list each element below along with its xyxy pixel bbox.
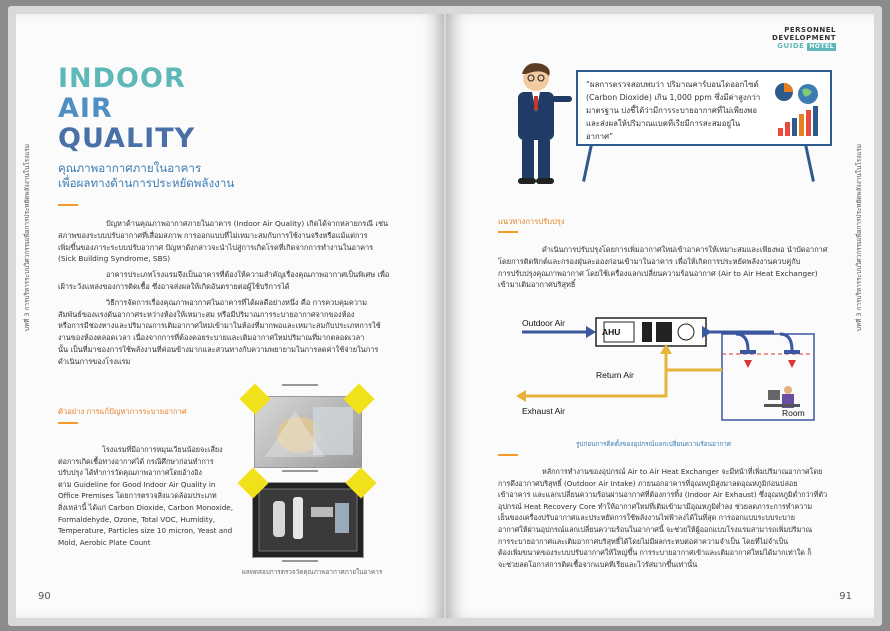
orange-divider xyxy=(58,422,78,424)
findings-note-board xyxy=(576,70,832,146)
quote-line: มาตรฐาน บ่งชี้ได้ว่ามีการระบายอากาศที่ไม่เพียงพอ xyxy=(586,106,758,115)
logo-line-2: DEVELOPMENT xyxy=(772,34,836,42)
para-2-line: เฝ้าระวังแหล่งของการติดเชื้อ ซึ่งอาจส่งผลให้เกิดอันตรายต่อผู้ใช้บริการได้ xyxy=(58,281,290,291)
para-3-line: ดำเนินการของโรงแรม xyxy=(58,356,131,366)
personnel-guide-logo xyxy=(772,26,836,51)
board-leg xyxy=(804,144,815,182)
photo-tape xyxy=(282,470,318,472)
sampling-kit-photo-icon xyxy=(253,483,363,557)
photo-tape xyxy=(282,560,318,562)
para-2-line: การดึงอากาศบริสุทธิ์ (Outdoor Air Intake) ภายนอกอาคารที่อุณหภูมิสูงมาลดอุณหภูมิก่อนปล่อย xyxy=(498,478,798,488)
para-2-line: หลักการทำงานของอุปกรณ์ Air to Air Heat Exchanger จะมีหน้าที่เพิ่มปริมาณอากาศโดย xyxy=(542,467,823,476)
left-page xyxy=(16,14,444,618)
para-1-line: ดำเนินการปรับปรุงโดยการเพิ่มอากาศใหม่เข้าอาคารให้เหมาะสมและเพียงพอ นำบัดอากาศ xyxy=(542,245,828,254)
para-2-line: เย็นของเครื่องปรับอากาศและประหยัดการใช้พลังงานไฟฟ้าลงได้ในที่สุด การออกแบบระบบระบาย xyxy=(498,513,795,523)
para-4-line: ต่อการเกิดเชื้อทางอากาศได้ กรณีศึกษาก่อนทำการ xyxy=(58,456,214,466)
label-exhaust-air: Exhaust Air xyxy=(522,406,565,416)
right-page xyxy=(446,14,874,618)
para-2-line: ต้องเพิ่มขนาดของระบบปรับอากาศให้ใหญ่ขึ้น การระบายอากาศเข้าและเติมอากาศใหม่ได้มากเท่าใด ก็ xyxy=(498,548,812,558)
para-4-line: Mold, Aerobic Plate Count xyxy=(58,537,151,547)
subtitle-line-2: เพื่อผลทางด้านการประหยัดพลังงาน xyxy=(58,176,235,190)
para-2-line: การระบายอากาศและเติมอากาศบริสุทธิ์ได้โดยไม่มีผลกระทบต่อค่าความจำเป็น โดยที่ไม่จำเป็น xyxy=(498,536,789,546)
air-sample-photo-2 xyxy=(252,482,364,558)
para-4-line: ปรับปรุง ได้ทำการวัดคุณภาพอากาศโดยอ้างอิง xyxy=(58,468,202,478)
left-body-paragraphs xyxy=(58,218,430,368)
para-2-line: อาคารประเภทโรงแรมจึงเป็นอาคารที่ต้องให้ความสำคัญเรื่องคุณภาพอากาศเป็นพิเศษ เพื่อ xyxy=(106,270,390,280)
logo-guide: GUIDE xyxy=(777,42,805,50)
logo-line-1: PERSONNEL xyxy=(784,26,836,34)
right-side-running-text: บทที่ 3 การบริหารระบบวิศวกรรมเพื่อการประหยัดพลังงานในโรงแรม xyxy=(855,144,863,332)
logo-hotel: HOTEL xyxy=(809,43,834,50)
para-1-line: สภาพของระบบปรับอากาศที่เสื่อมสภาพ การออกแบบที่ไม่เหมาะสมกับการใช้งานจริงหรือแม้แต่การ xyxy=(58,230,368,240)
orange-divider xyxy=(498,231,518,233)
para-1-line: การปรับปรุงคุณภาพอากาศ โดยใช้เครื่องแลกเปลี่ยนความร้อนอากาศ (Air to Air Heat Exchanger) xyxy=(498,268,818,278)
air-sample-photo-1 xyxy=(254,396,362,468)
air-sampler-photo-icon xyxy=(255,397,361,467)
label-ahu: AHU xyxy=(602,327,621,337)
para-4-line: Formaldehyde, Ozone, Total VOC, Humidity, xyxy=(58,514,216,524)
para-2-line: จะช่วยลดโอกาสการติดเชื้อจากแบคทีเรียและไวรัสมากขึ้นเท่านั้น xyxy=(498,559,698,569)
label-room: Room xyxy=(782,408,805,418)
para-4-line: สิ่งเหล่านี้ ได้แก่ Carbon Dioxide, Carbon Monoxide, xyxy=(58,502,233,512)
para-4-line: Temperature, Particles size 10 micron, Yeast and xyxy=(58,526,233,536)
example-heading: ตัวอย่าง การแก้ปัญหาการระบายอากาศ xyxy=(58,407,187,416)
left-side-running-text: บทที่ 3 การบริหารระบบวิศวกรรมเพื่อการประหยัดพลังงานในโรงแรม xyxy=(23,144,31,332)
findings-quote xyxy=(586,78,766,143)
para-2-line: เข้าอาคาร และแลกเปลี่ยนความร้อนผ่านอากาศที่ต้องการทิ้ง (Indoor Air Exhaust) ซึ่งอุณหภูมิต่ำกว่าที่ตัว xyxy=(498,490,828,500)
infographic-icons xyxy=(774,80,826,138)
page-title xyxy=(58,64,195,154)
orange-divider xyxy=(498,454,518,456)
board-leg xyxy=(582,144,593,182)
para-1-line: เข้ามาเติมอากาศบริสุทธิ์ xyxy=(498,280,576,290)
right-body-paragraph-1 xyxy=(498,244,848,291)
page-number-left: 90 xyxy=(38,591,51,602)
para-4-line: ตาม Guideline for Good Indoor Air Quality in xyxy=(58,479,216,489)
photo-caption: ผลทดสอบการตรวจวัดคุณภาพอากาศภายในอาคาร xyxy=(242,568,383,576)
para-3-line: นั้น เป็นที่มาของการใช้พลังงานที่ค่อนข้างมากและสวนทางกับความพยายามในการลดค่าใช้จ่ายในการ xyxy=(58,344,379,354)
orange-divider xyxy=(58,204,78,206)
page-subtitle xyxy=(58,161,234,191)
para-4-line: โรงแรมที่มีอาการหมุนเวียนน้อยจะเสี่ยง xyxy=(102,445,223,454)
para-1-line: (Sick Building Syndrome, SBS) xyxy=(58,254,171,264)
title-line-1: INDOOR xyxy=(58,63,186,94)
quote-line: (Carbon Dioxide) เกิน 1,000 ppm ซึ่งมีค่าสูงกว่า xyxy=(586,93,761,102)
title-line-3: QUALITY xyxy=(58,123,196,154)
title-line-2: AIR xyxy=(58,93,113,124)
quote-line: “ผลการตรวจสอบพบว่า ปริมาณคาร์บอนไดออกไซด์ xyxy=(586,80,759,89)
para-4-line: Office Premises โดยการตรวจสิ่งแวดล้อมประเภท xyxy=(58,491,217,501)
para-3-line: สัมพันธ์ของแรงดันอากาศระหว่างห้องให้เหมาะสม หรือมีปริมาณการระบายอากาศจากของห้อง xyxy=(58,309,355,319)
quote-line: และส่งผลให้ปริมาณแบคทีเรียมีการสะสมอยู่ในอากาศ” xyxy=(586,119,741,141)
para-2-line: อุปกรณ์ Heat Recovery Core ทำให้อากาศใหม่ที่เติมเข้ามามีอุณหภูมิต่ำลง ช่วยลดภาระการทำความ xyxy=(498,501,813,511)
para-3-line: หรือการมีช่องทางและปริมาณการเติมอากาศใหม่เข้ามาในห้องที่มากพอและเหมาะสมกับประเภทการใช้ xyxy=(58,321,381,331)
label-outdoor-air: Outdoor Air xyxy=(522,318,565,328)
para-2-line: อากาศให้ผ่านอุปกรณ์แลกเปลี่ยนความร้อนในอากาศนี้ จะช่วยให้ผู้ออกแบบโรงแรมสามารถเพิ่มปริมาณ xyxy=(498,524,813,534)
page-number-right: 91 xyxy=(839,591,852,602)
subtitle-line-1: คุณภาพอากาศภายในอาคาร xyxy=(58,161,202,175)
diagram-caption: รูปก่อนการติดตั้งของอุปกรณ์แลกเปลี่ยนความร้อนอากาศ xyxy=(576,440,731,448)
section-heading: แนวทางการปรับปรุง xyxy=(498,217,565,226)
para-3-line: วิธีการจัดการเรื่องคุณภาพอากาศในอาคารที่ได้ผลดีอย่างหนึ่ง คือ การควบคุมความ xyxy=(106,297,367,307)
para-1-line: โดยการติดฟิกต์และกรองฝุ่นละอองก่อนเข้ามาในอาคาร เพื่อให้เกิดการประหยัดพลังงานควบคู่กับ xyxy=(498,256,801,266)
right-body-paragraph-2 xyxy=(498,466,848,570)
photo-tape xyxy=(282,384,318,386)
label-return-air: Return Air xyxy=(596,370,634,380)
para-3-line: งานของห้องตลอดเวลา เนื่องจากการที่ต้องคอยระบายและเติมอากาศใหม่ปริมาณที่มากตลอดเวลา xyxy=(58,333,365,343)
example-paragraph xyxy=(58,444,242,548)
para-1-line: เพิ่มขึ้นของภาระระบบปรับอากาศ ปัญหาดังกล่าวจะนำไปสู่การเกิดโรคที่เกิดจากการทำงานในอาคาร xyxy=(58,242,374,252)
para-1-line: ปัญหาด้านคุณภาพอากาศภายในอาคาร (Indoor Air Quality) เกิดได้จากหลายกรณี เช่น xyxy=(106,219,389,228)
presenter-illustration-icon xyxy=(496,60,576,188)
